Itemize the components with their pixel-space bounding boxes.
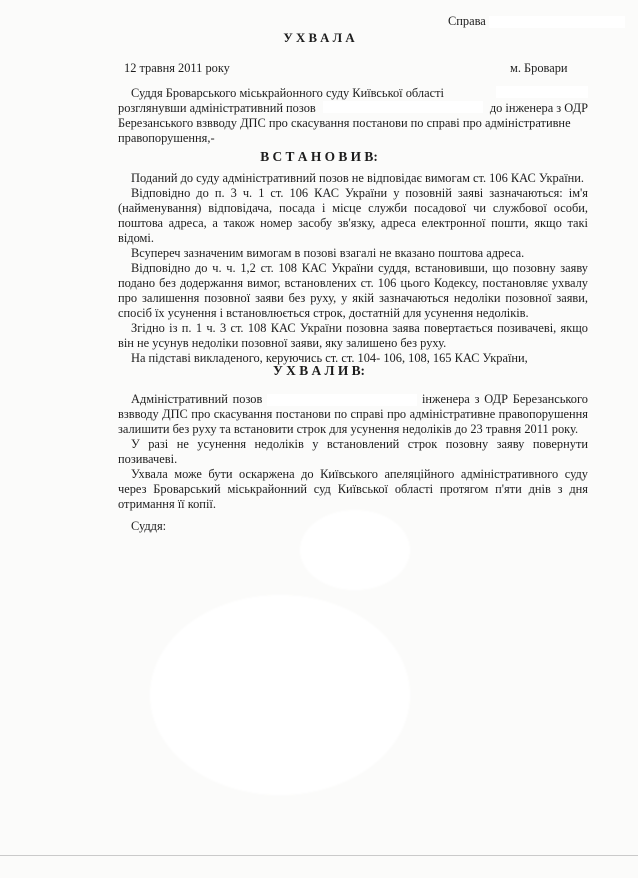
case-number-line xyxy=(448,14,625,29)
paragraph-5: Згідно із п. 1 ч. 3 ст. 108 КАС України позовна заява повертається позивачеві, якщо він не усунув недоліки позовної заяви, яку залишено без руху. xyxy=(118,321,588,350)
document-city: м. Бровари xyxy=(510,61,568,75)
ruling-paragraph-1: Адміністративний позов інженера з ОДР Березанського взвводу ДПС про скасування постанови по справі про адміністративне правопорушення залишити без руху та встановити строк для усунення недоліків до 23 травня 2011 року. xyxy=(118,392,588,436)
intro-line-3: Березанського взвводу ДПС про скасування постанови по справі про адміністративне xyxy=(118,116,571,130)
paragraph-6: На підставі викладеного, керуючись ст. ст. 104- 106, 108, 165 КАС України, xyxy=(131,351,528,365)
judge-signature-label: Суддя: xyxy=(131,519,167,533)
redacted-plaintiff-name-2 xyxy=(267,394,417,406)
redacted-stamp xyxy=(150,595,410,795)
intro-line-1: Суддя Броварського міськрайонного суду Київської області xyxy=(118,86,588,101)
redacted-plaintiff-name xyxy=(323,101,483,113)
intro-line-2: розглянувши адміністративний позов до інженера з ОДР xyxy=(118,101,588,115)
section-heading-established: В С Т А Н О В И В: xyxy=(260,149,378,164)
section-heading-ruled: У Х В А Л И В: xyxy=(273,363,365,378)
paragraph-3: Всупереч зазначеним вимогам в позові взагалі не вказано поштова адреса. xyxy=(131,246,525,260)
paragraph-2: Відповідно до п. 3 ч. 1 ст. 106 КАС України у позовній заяві зазначаються: ім'я (найменування) відповідача, посада і місце служби посадової чи службової особи, поштова адреса, а також номер засобу зв'язку, адреса електронної пошти, якщо такі відомі. xyxy=(118,186,588,245)
established-paragraphs xyxy=(118,171,588,366)
intro-paragraph xyxy=(118,86,588,146)
paragraph-4: Відповідно до ч. ч. 1,2 ст. 108 КАС України суддя, встановивши, що позовну заяву подано без додержання вимог, встановлених ст. 106 цього Кодексу, постановляє ухвалу про залишення позовної заяви без руху, у якій зазначаються недоліки позовної заяви, спосіб їх усунення і встановлюється строк, достатній для усунення недоліків. xyxy=(118,261,588,320)
document-title: У Х В А Л А xyxy=(283,31,355,45)
redacted-judge-name xyxy=(496,86,588,98)
ruling-paragraph-3: Ухвала може бути оскаржена до Київського апеляційного адміністративного суду через Броварський міськрайонний суд Київської області протягом п'яти днів з дня отримання її копії. xyxy=(118,467,588,511)
paragraph-1: Поданий до суду адміністративний позов не відповідає вимогам ст. 106 КАС України. xyxy=(131,171,585,185)
ruling-paragraph-2: У разі не усунення недоліків у встановлений строк позовну заяву повернути позивачеві. xyxy=(118,437,588,466)
case-label: Справа xyxy=(448,14,486,28)
ruling-paragraphs xyxy=(118,392,588,512)
document-date: 12 травня 2011 року xyxy=(124,61,230,75)
intro-line-4: правопорушення,- xyxy=(118,131,215,145)
redacted-signature xyxy=(300,510,410,590)
redacted-case-number xyxy=(489,16,625,28)
